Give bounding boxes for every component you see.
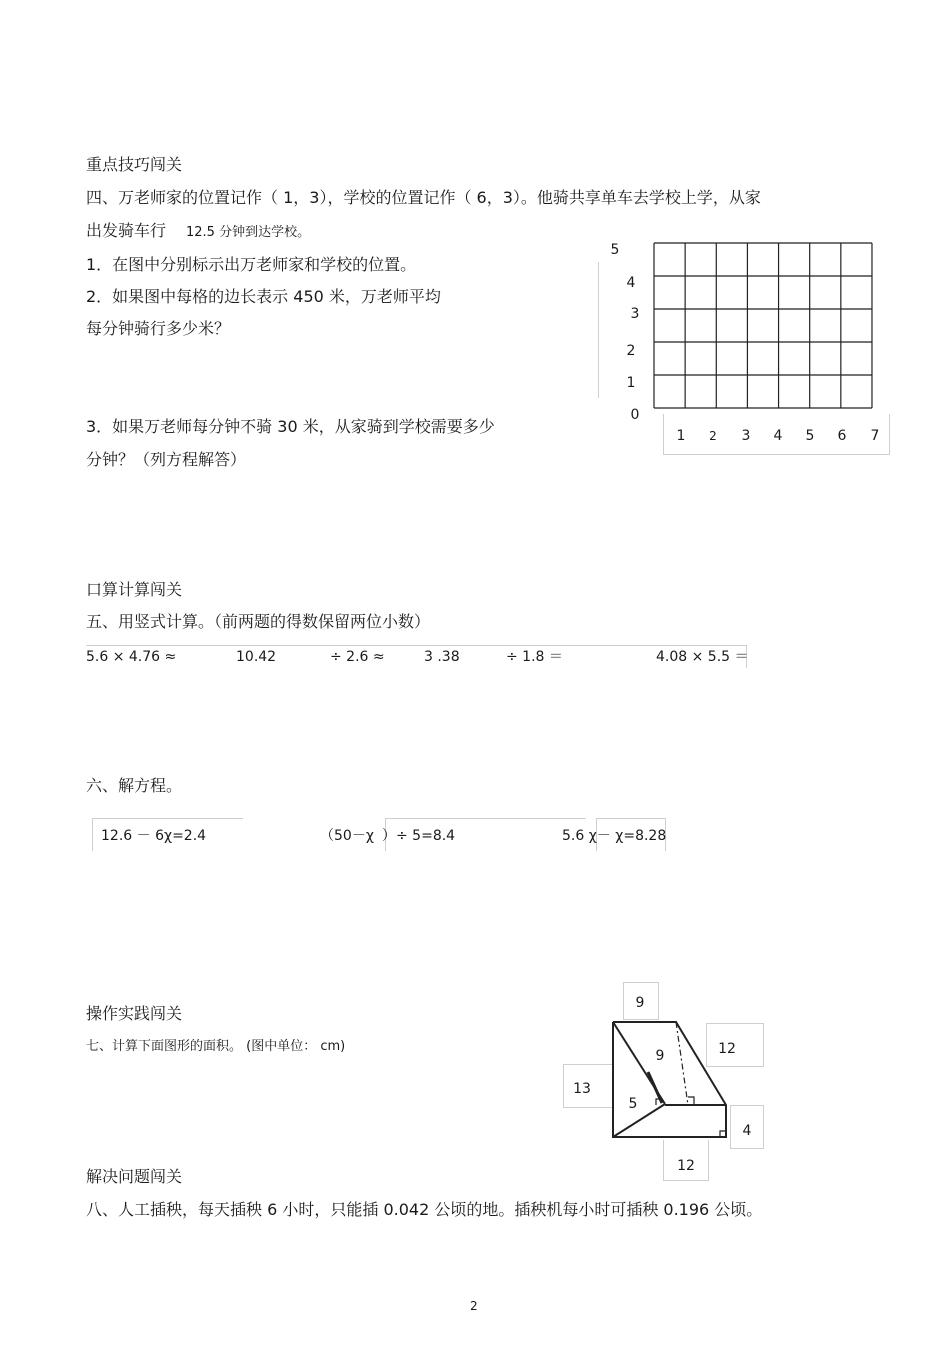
q5-expr-3a: 3 .38	[424, 649, 460, 665]
x-label-1: 1	[676, 428, 686, 444]
q4-item-3b: 分钟？（列方程解答）	[86, 450, 247, 469]
figure-outer-edge	[613, 1022, 726, 1137]
q6-equation-3: 5.6 χ－ χ=8.28	[562, 828, 667, 844]
y-label-2: 2	[626, 343, 636, 359]
q5-title: 五、用竖式计算。（前两题的得数保留两位小数）	[86, 612, 431, 631]
q5-expr-2a: 10.42	[236, 649, 277, 665]
dim-label-inner-height: 9	[655, 1048, 665, 1064]
q6-title: 六、解方程。	[86, 776, 183, 795]
q4-item-1: 1．在图中分别标示出万老师家和学校的位置。	[86, 255, 417, 274]
section-title-oral-calc: 口算计算闯关	[86, 580, 183, 599]
q4-line-2b: 12.5 分钟到达学校。	[186, 225, 311, 240]
dim-label-top: 9	[635, 995, 645, 1011]
q5-expr-3b: ÷ 1.8 ＝	[506, 649, 563, 665]
x-label-5: 5	[805, 428, 815, 444]
dim-label-right-step: 4	[742, 1123, 752, 1139]
q5-expr-4: 4.08 × 5.5 ＝	[656, 649, 749, 665]
q5-expr-1: 5.6 × 4.76 ≈	[86, 649, 177, 665]
q7-title: 七、计算下面图形的面积。 (图中单位： cm)	[86, 1039, 346, 1054]
q6-equation-2a: （50－χ	[320, 828, 374, 844]
q5-expr-2b: ÷ 2.6 ≈	[330, 649, 385, 665]
y-label-0: 0	[630, 407, 640, 423]
q8-text: 八、人工插秧，每天插秧 6 小时，只能插 0.042 公顷的地。插秧机每小时可插秧 0.196 公顷。	[86, 1200, 763, 1219]
dim-label-left-height: 13	[573, 1081, 591, 1097]
x-label-6: 6	[837, 428, 847, 444]
right-angle-mark-1	[688, 1097, 694, 1105]
q4-item-3a: 3．如果万老师每分钟不骑 30 米，从家骑到学校需要多少	[86, 417, 495, 436]
x-label-2: 2	[709, 429, 717, 443]
section-title-practice: 操作实践闯关	[86, 1004, 183, 1023]
x-label-4: 4	[773, 428, 783, 444]
q4-item-2a: 2．如果图中每格的边长表示 450 米，万老师平均	[86, 287, 441, 306]
section-title-problem-solving: 解决问题闯关	[86, 1167, 183, 1186]
q4-item-2b: 每分钟骑行多少米？	[86, 319, 231, 338]
dim-label-inner-width: 5	[628, 1096, 638, 1112]
y-label-5: 5	[610, 242, 620, 258]
q6-equation-1: 12.6 － 6χ=2.4	[101, 828, 207, 844]
q4-line-1: 四、万老师家的位置记作（ 1，3），学校的位置记作（ 6，3）。他骑共享单车去学校上学，从家	[86, 188, 761, 207]
q4-line-2a: 出发骑车行	[86, 221, 167, 240]
y-label-3: 3	[630, 306, 640, 322]
x-label-3: 3	[741, 428, 751, 444]
dim-label-right-slant: 12	[718, 1041, 736, 1057]
y-label-4: 4	[626, 275, 636, 291]
q6-equation-2b: ）÷ 5=8.4	[382, 828, 456, 844]
y-label-1: 1	[626, 375, 636, 391]
page-number: 2	[470, 1299, 478, 1313]
figure-inner-thick	[648, 1072, 662, 1103]
x-label-7: 7	[870, 428, 880, 444]
figure-height-dashed	[676, 1022, 688, 1105]
dim-label-bottom: 12	[677, 1158, 695, 1174]
section-title-key-skills: 重点技巧闯关	[86, 155, 183, 174]
